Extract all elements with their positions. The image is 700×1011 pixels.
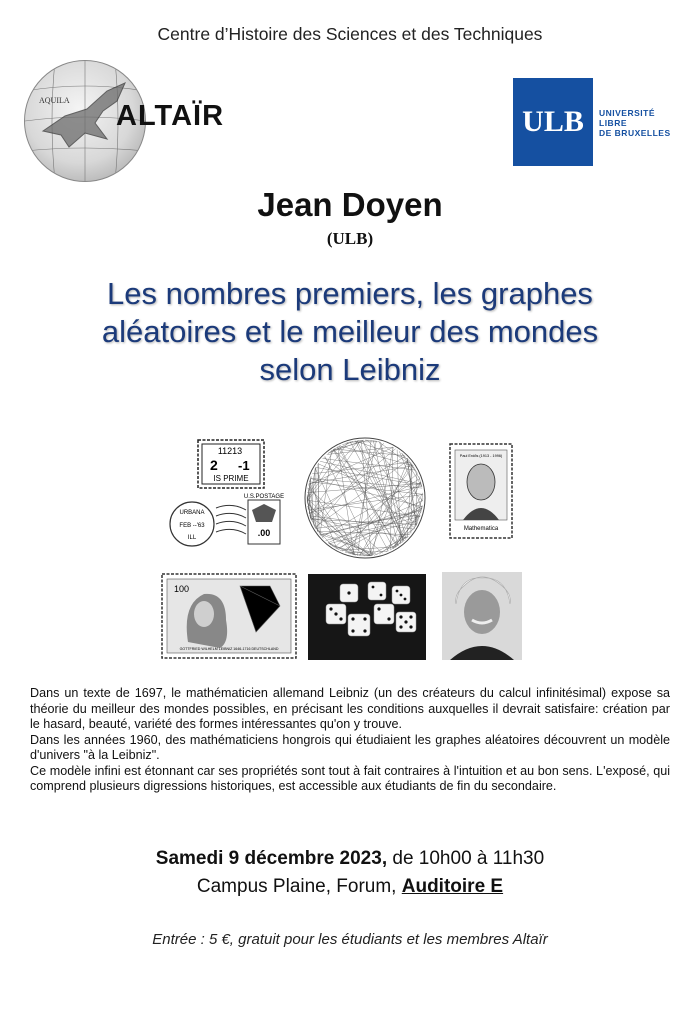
postmark (170, 494, 284, 546)
dice-photo (308, 574, 426, 660)
illustration-collage (160, 436, 530, 664)
svg-text:Mathematica: Mathematica (463, 526, 499, 532)
event-date: Samedi 9 décembre 2023, (155, 848, 388, 869)
ulb-name-line3: DE BRUXELLES (599, 128, 671, 138)
erdos-stamp (450, 444, 512, 538)
description-paragraph-3: Ce modèle infini est étonnant car ses propriétés sont tout à fait contraires à l'intuition et au bon sens. L'exposé, qui comprend plusieurs digressions historiques, est accessible aux étudiants de fin du secondaire. (30, 763, 670, 793)
svg-text:11213: 11213 (217, 446, 243, 456)
collage-svg (160, 436, 530, 664)
svg-text:GOTTFRIED WILHELM LEIBNIZ 1646: GOTTFRIED WILHELM LEIBNIZ 1646-1716 DEUTSCHLAND (179, 647, 279, 651)
svg-text:U.S.POSTAGE: U.S.POSTAGE (243, 494, 285, 500)
altair-wordmark: ALTAÏR (116, 100, 225, 132)
talk-title (60, 275, 640, 389)
svg-text:ILL: ILL (187, 535, 197, 541)
event-place-line (0, 876, 700, 898)
ulb-name-line1: UNIVERSITÉ (599, 108, 656, 118)
talk-title-line2: aléatoires et le meilleur des mondes (101, 314, 599, 349)
svg-text:-1: -1 (238, 458, 250, 473)
svg-text:FEB --'63: FEB --'63 (179, 523, 205, 529)
speaker-affiliation: (ULB) (326, 229, 374, 248)
ulb-full-name (599, 108, 671, 138)
svg-text:100: 100 (174, 584, 190, 594)
svg-text:.00: .00 (257, 528, 271, 538)
prime-stamp (198, 440, 264, 488)
ulb-logo (513, 78, 673, 166)
ulb-acronym-box: ULB (513, 78, 593, 166)
entry-fee: Entrée : 5 €, gratuit pour les étudiants et les membres Altaïr (152, 931, 548, 948)
event-place: Campus Plaine, Forum, (196, 876, 402, 897)
speaker-name: Jean Doyen (257, 186, 443, 223)
svg-text:IS PRIME: IS PRIME (213, 474, 249, 483)
event-time: de 10h00 à 11h30 (387, 848, 545, 869)
organizer-header: Centre d’Histoire des Sciences et des Techniques (157, 24, 543, 44)
random-graph (305, 438, 425, 558)
talk-title-line1: Les nombres premiers, les graphes (107, 276, 593, 311)
ulb-name-line2: LIBRE (599, 118, 627, 128)
description-paragraph-1: Dans un texte de 1697, le mathématicien allemand Leibniz (un des créateurs du calcul infinitésimal) expose sa théorie du meilleur des mondes possibles, en précisant les conditions auxquelles il devrait satisfaire: création par le hasard, beauté, variété des formes intéressantes qu'on y trouve. (30, 686, 670, 731)
svg-text:AQUILA: AQUILA (39, 96, 70, 105)
talk-title-line3: selon Leibniz (259, 352, 441, 387)
leibniz-stamp (162, 574, 296, 658)
altair-logo (24, 60, 254, 184)
event-room: Auditoire E (401, 876, 504, 897)
event-date-line (0, 848, 700, 870)
svg-text:Paul Erdős (1913 - 1996): Paul Erdős (1913 - 1996) (459, 454, 503, 458)
talk-description (30, 686, 670, 795)
einstein-photo (442, 572, 522, 660)
svg-text:URBANA: URBANA (179, 510, 205, 516)
svg-text:2: 2 (210, 457, 218, 473)
description-paragraph-2: Dans les années 1960, des mathématiciens hongrois qui étudiaient les graphes aléatoires découvrent un modèle d'univers "à la Leibniz". (30, 732, 670, 762)
